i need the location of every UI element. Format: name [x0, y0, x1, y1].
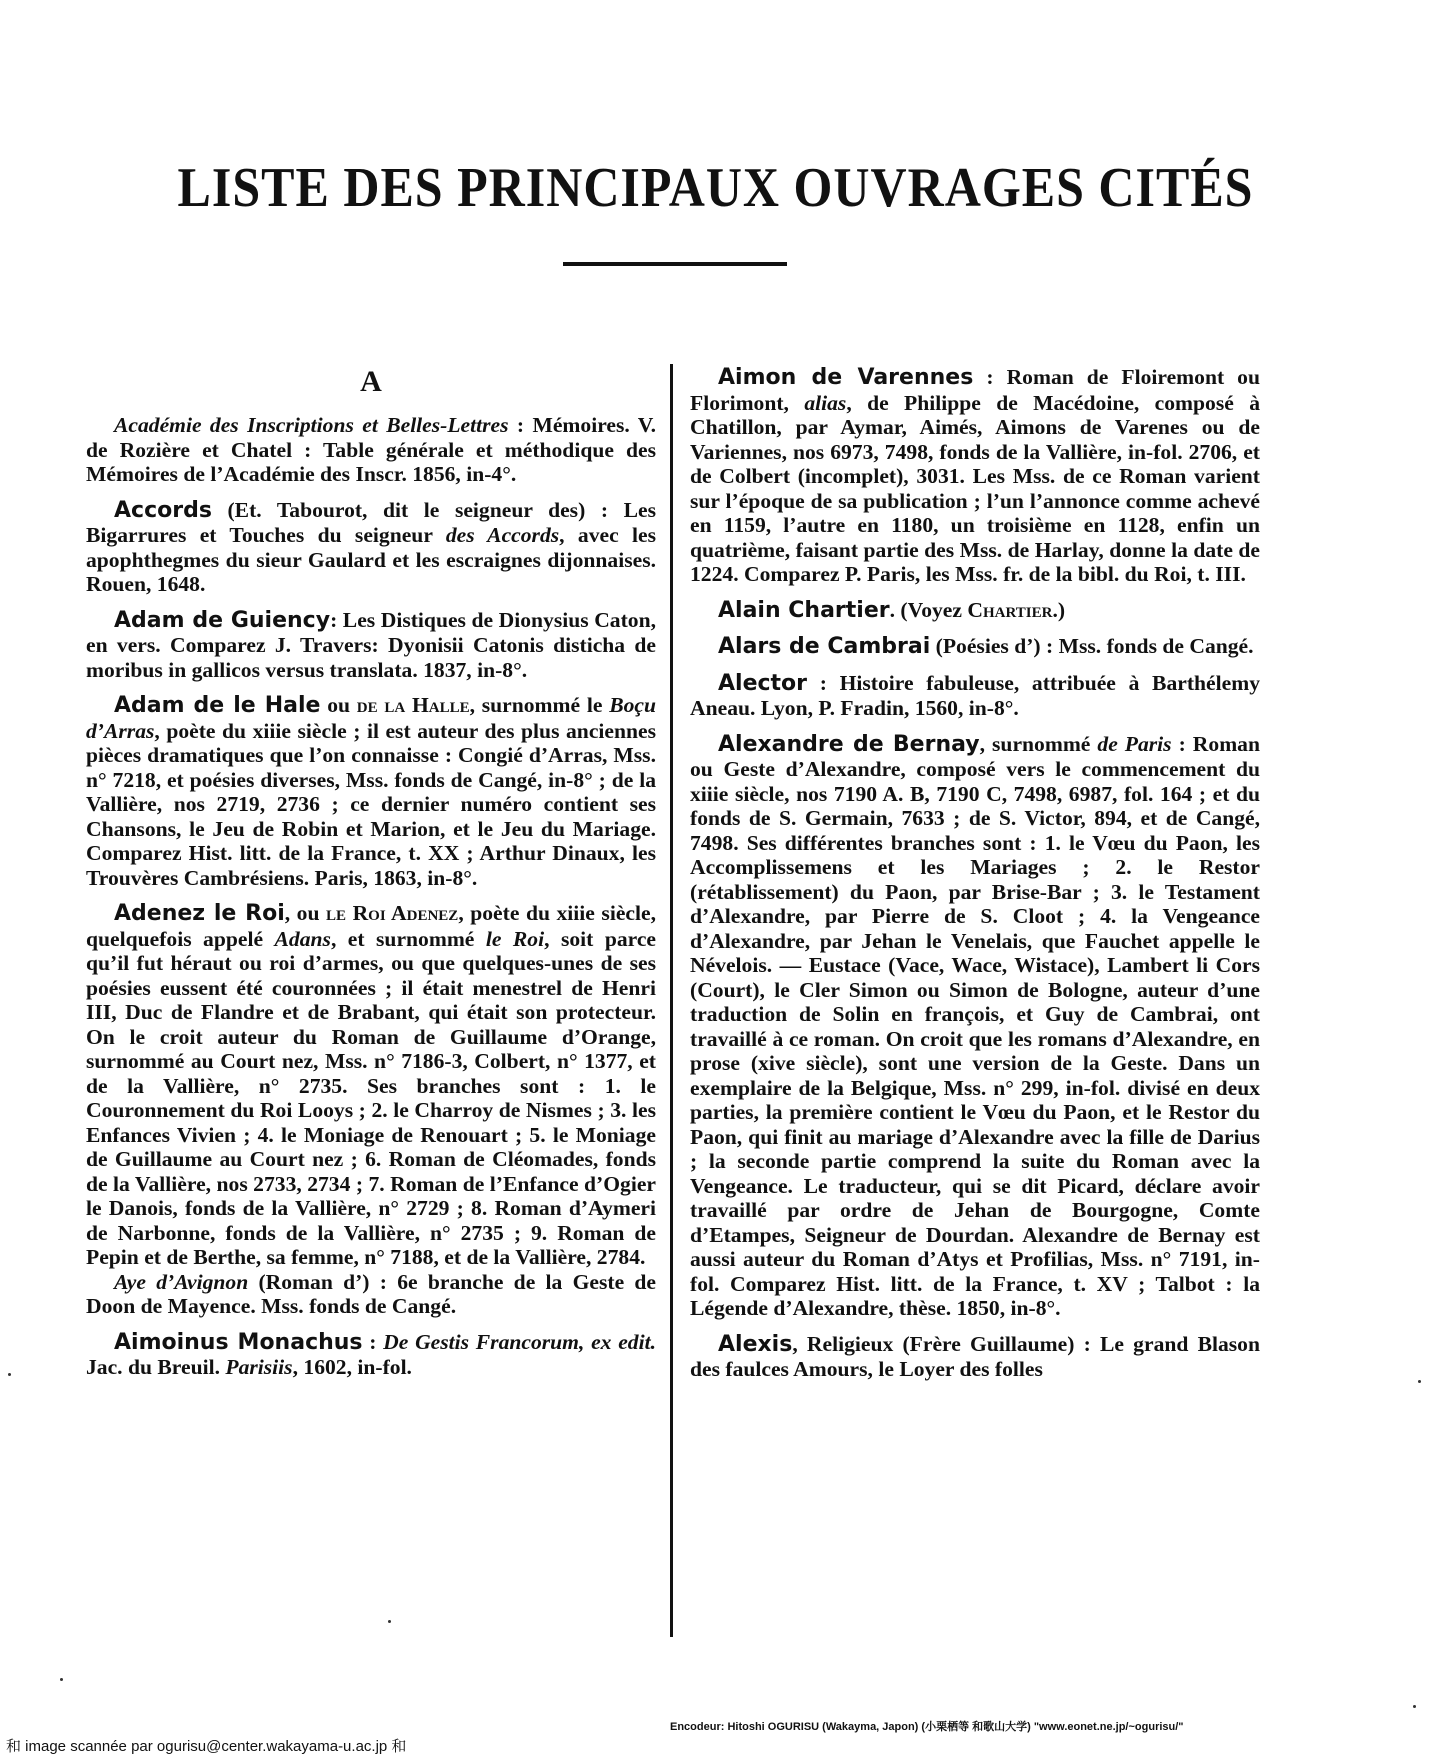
entry-smallcaps: le Roi Adenez	[326, 901, 459, 925]
entry-text: (Roman d’) : 6e branche de la Geste de Doon de Mayence. Mss. fonds de Cangé.	[86, 1269, 656, 1318]
entry-headword: Alars de Cambrai	[718, 634, 931, 659]
scan-speck	[1418, 1380, 1421, 1383]
entry-aimoinus-monachus	[86, 1330, 656, 1380]
entry-alars-de-cambrai	[690, 634, 1260, 660]
entry-italic: De Gestis Francorum, ex edit.	[383, 1329, 656, 1354]
entry-headword: Alector	[718, 670, 808, 696]
entry-adam-de-guiency	[86, 608, 656, 683]
entry-text: : Roman de Floiremont ou Florimont,	[690, 365, 1260, 415]
entry-headword: Adam de le Hale	[114, 693, 321, 718]
entry-text: , surnommé le	[469, 693, 610, 717]
entry-text: , 1602, in-fol.	[292, 1355, 412, 1379]
left-column	[86, 365, 656, 1391]
entry-text: (Poésies d’) : Mss. fonds de Cangé.	[930, 634, 1254, 658]
entry-text: . (Voyez	[889, 597, 968, 622]
entry-text: , surnommé	[979, 731, 1098, 756]
entry-alector	[690, 671, 1260, 721]
entry-academie	[86, 413, 656, 487]
entry-accords	[86, 498, 656, 597]
entry-text: : Roman ou Geste d’Alexandre, composé vers le commencement du xiiie siècle, nos 7190 A. B, 7190 C, 7498, 6987, fol. 164 ; et du fonds de S. Germain, 7633 ; de S. Victor, 894, et de Cangé, 7498. Ses différentes branches sont : 1. le Vœu du Paon, les Accomplissemens et les Mariages ; 2. le Restor (rétablissement) du Paon, par Brise-Bar ; 3. le Testament d’Alexandre, par Pierre de S. Cloot ; 4. la Vengeance d’Alexandre, par Jehan le Venelais, que Fauchet appelle le Névelois. — Eustace (Vace, Wace, Wistace), Lambert li Cors (Court), le Cler Simon ou Simon de Bologne, auteur d’une traduction de Solin en françois, et Guy de Cambrai, ont travaillé à ce roman. On croit que les romans d’Alexandre, en prose (xive siècle), sont une version de la Geste. Dans un exemplaire de la Belgique, Mss. n° 299, in-fol. divisé en deux parties, la première contient le Vœu du Paon, et le Restor du Paon, qui finit au mariage d’Alexandre avec la fille de Darius ; la seconde partie comprend la suite du Roman avec la Vengeance. Le traducteur, qui se dit Picard, déclare avoir travaillé par ordre de Jehan de Bourgogne, Comte d’Etampes, Seigneur de Dourdan. Alexandre de Bernay est aussi auteur du Roman d’Atys et Profilias, Mss. n° 7191, in-fol. Comparez Hist. litt. de la France, t. XV ; Talbot : la Légende d’Alexandre, thèse. 1850, in-8°.	[690, 731, 1260, 1320]
entry-italic: alias	[804, 390, 847, 415]
entry-headword: Aimoinus Monachus	[114, 1329, 363, 1355]
right-column	[690, 365, 1260, 1393]
entry-smallcaps: de la Halle	[356, 693, 470, 717]
entry-headword: Adenez le Roi	[114, 901, 285, 926]
column-divider	[670, 364, 673, 1637]
scan-speck	[1413, 1705, 1416, 1708]
entry-headword: Alexandre de Bernay	[718, 731, 980, 757]
entry-text: , avec les apophthegmes du sieur Gaulard et les escraignes dijonnaises. Rouen, 1648.	[86, 523, 656, 596]
section-letter: A	[360, 365, 382, 398]
scan-speck	[388, 1620, 391, 1623]
scan-credit: 和 image scannée par ogurisu@center.wakayama-u.ac.jp 和	[6, 1738, 407, 1755]
entry-italic: Parisiis	[225, 1355, 293, 1379]
entry-text: Jac. du Breuil.	[86, 1355, 226, 1379]
entry-headword: Alain Chartier	[718, 597, 890, 623]
entry-text: ou	[320, 693, 357, 717]
entry-headword: Alexis	[718, 1331, 793, 1357]
scan-speck	[60, 1678, 63, 1681]
entry-alain-chartier	[690, 598, 1260, 624]
title-rule	[563, 262, 787, 266]
entry-text: : Histoire fabuleuse, attribuée à Barthélemy Aneau. Lyon, P. Fradin, 1560, in-8°.	[690, 670, 1260, 720]
entry-text: , ou	[284, 901, 327, 925]
entry-italic: Adans	[274, 926, 331, 951]
encoder-credit: Encodeur: Hitoshi OGURISU (Wakayma, Japon) (小栗栖等 和歌山大学) "www.eonet.ne.jp/~ogurisu/"	[670, 1721, 1184, 1733]
entry-text: , Religieux (Frère Guillaume) : Le grand Blason des faulces Amours, le Loyer des folles	[690, 1331, 1260, 1381]
entry-alexis	[690, 1332, 1260, 1382]
entry-italic: le Roi	[485, 926, 545, 951]
entry-alexandre-de-bernay	[690, 732, 1260, 1321]
entry-text: .)	[1052, 597, 1066, 622]
entry-italic: de Paris	[1097, 731, 1172, 756]
entry-headword: Académie des Inscriptions et Belles-Lettres	[114, 413, 509, 437]
entry-text: : Mémoires. V. de Rozière et Chatel : Table générale et méthodique des Mémoires de l’Académie des Inscr. 1856, in-4°.	[86, 413, 656, 486]
entry-text: , poète du xiiie siècle ; il est auteur des plus anciennes pièces dramatiques que l’on connaisse : Congié d’Arras, Mss. n° 7218, et poésies diverses, Mss. fonds de Cangé, in-8° ; de la Vallière, nos 2719, 2736 ; ce dernier numéro contient ses Chansons, le Jeu de Robin et Marion, et le Jeu du Mariage. Comparez Hist. litt. de la France, t. XX ; Arthur Dinaux, les Trouvères Cambrésiens. Paris, 1863, in-8°.	[86, 718, 656, 890]
entry-italic: Boçu d’Arras	[86, 693, 656, 743]
entry-text: :	[362, 1329, 384, 1354]
entry-text: , et surnommé	[330, 926, 486, 951]
scan-speck	[8, 1373, 11, 1376]
entry-text: , soit parce qu’il fut héraut ou roi d’armes, ou que quelques-unes de ses poésies eussent été couronnées ; il était menestrel de Henri III, Duc de Flandre et de Brabant, qui était son protecteur. On le croit auteur du Roman de Guillaume d’Orange, surnommé au Court nez, Mss. n° 7186-3, Colbert, n° 1377, et de la Vallière, n° 2735. Ses branches sont : 1. le Couronnement du Roi Looys ; 2. le Charroy de Nismes ; 3. les Enfances Vivien ; 4. le Moniage de Renouart ; 5. le Moniage de Guillaume au Court nez ; 6. Roman de Cléomades, fonds de la Vallière, nos 2733, 2734 ; 7. Roman de l’Enfance d’Ogier le Danois, fonds de la Vallière, n° 2729 ; 8. Roman d’Aymeri de Narbonne, fonds de la Vallière, n° 2735 ; 9. Roman de Pepin et de Berthe, sa femme, n° 7188, et de la Vallière, 2784.	[86, 926, 656, 1269]
entry-italic: des Accords	[445, 523, 560, 547]
entry-text: , poète du xiiie siècle, quelquefois appelé	[86, 901, 656, 951]
entry-headword: Adam de Guiency	[114, 607, 331, 633]
entry-italic: Aye d’Avignon	[114, 1269, 249, 1294]
entry-text: : Les Distiques de Dionysius Caton, en vers. Comparez J. Travers: Dyonisii Catonis disticha de moribus in gallicos versus translata. 1837, in-8°.	[86, 607, 656, 682]
entry-adenez-le-roi	[86, 901, 656, 1319]
page-title: LISTE DES PRINCIPAUX OUVRAGES CITÉS	[177, 155, 1254, 219]
entry-headword: Aimon de Varennes	[718, 365, 974, 390]
entry-aimon-de-varennes	[690, 365, 1260, 587]
entry-text: , de Philippe de Macédoine, composé à Chatillon, par Aymar, Aimés, Aimons de Varenes ou de Variennes, nos 6973, 7498, fonds de la Vallière, in-fol. 2706, et de Colbert (incomplet), 3031. Les Mss. de ce Roman varient sur l’époque de sa publication ; l’un l’annonce comme achevé en 1159, l’autre en 1180, un troisième en 1128, enfin un quatrième, faisant partie des Mss. de Harlay, donne la date de 1224. Comparez P. Paris, les Mss. fr. de la bibl. du Roi, t. III.	[690, 390, 1260, 586]
entry-headword: Accords	[114, 497, 212, 523]
entry-text: (Et. Tabourot, dit le seigneur des) : Les Bigarrures et Touches du seigneur	[86, 497, 656, 547]
entry-adam-de-le-hale	[86, 693, 656, 890]
entry-smallcaps: Chartier	[967, 597, 1053, 622]
